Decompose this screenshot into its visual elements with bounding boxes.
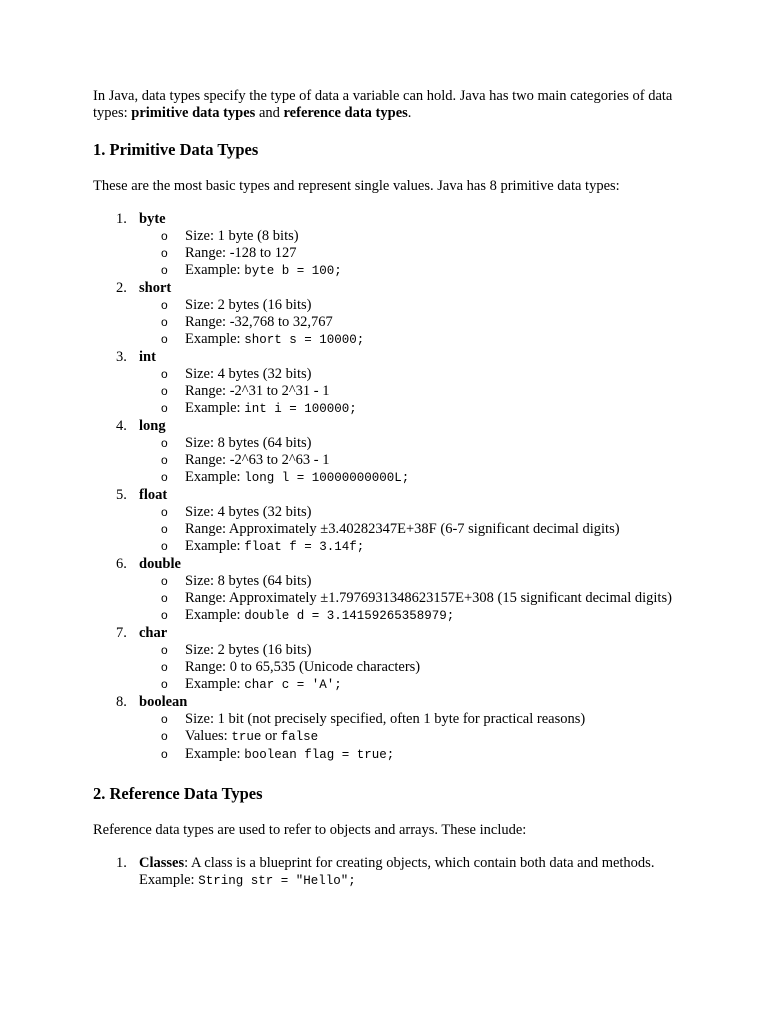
property-list: [139, 435, 673, 487]
bullet-icon: o: [161, 453, 168, 467]
property-item: [139, 469, 673, 487]
property-item: [139, 297, 673, 314]
item-number: 3.: [116, 349, 127, 365]
intro-paragraph: [93, 88, 673, 122]
size-text: Size: 1 bit (not precisely specified, often 1 byte for practical reasons): [185, 711, 586, 727]
example-label: Example:: [185, 676, 245, 692]
type-name: byte: [139, 211, 166, 227]
bullet-icon: o: [161, 470, 168, 484]
property-item: [139, 331, 673, 349]
bullet-icon: o: [161, 298, 168, 312]
property-item: [139, 366, 673, 383]
example-code: double d = 3.14159265358979;: [244, 609, 455, 623]
bullet-icon: o: [161, 591, 168, 605]
item-number: 6.: [116, 556, 127, 572]
bullet-icon: o: [161, 677, 168, 691]
range-text: Range: Approximately ±1.7976931348623157E+308 (15 significant decimal digits): [185, 590, 672, 606]
size-text: Size: 8 bytes (64 bits): [185, 435, 312, 451]
property-item: [139, 711, 673, 728]
property-item: [139, 659, 673, 676]
range-text: Range: -2^63 to 2^63 - 1: [185, 452, 330, 468]
type-name: short: [139, 280, 172, 296]
values-label: Values:: [185, 728, 232, 744]
range-text: Range: -128 to 127: [185, 245, 297, 261]
range-text: Range: -2^31 to 2^31 - 1: [185, 383, 330, 399]
property-list: [139, 642, 673, 694]
list-item: [93, 694, 673, 764]
type-name: double: [139, 556, 181, 572]
reference-term: reference data types: [283, 105, 408, 121]
bullet-icon: o: [161, 729, 168, 743]
bullet-icon: o: [161, 712, 168, 726]
property-item: [139, 676, 673, 694]
bullet-icon: o: [161, 367, 168, 381]
bullet-icon: o: [161, 229, 168, 243]
range-text: Range: 0 to 65,535 (Unicode characters): [185, 659, 421, 675]
property-item: [139, 521, 673, 538]
range-text: Range: Approximately ±3.40282347E+38F (6-7 significant decimal digits): [185, 521, 620, 537]
property-list: [139, 711, 673, 764]
property-item: [139, 746, 673, 764]
size-text: Size: 4 bytes (32 bits): [185, 366, 312, 382]
example-code: short s = 10000;: [244, 333, 365, 347]
bullet-icon: o: [161, 747, 168, 761]
bullet-icon: o: [161, 315, 168, 329]
item-number: 1.: [116, 211, 127, 227]
property-list: [139, 297, 673, 349]
example-label: Example:: [185, 400, 245, 416]
bullet-icon: o: [161, 332, 168, 346]
property-item: [139, 642, 673, 659]
item-number: 7.: [116, 625, 127, 641]
list-item: [93, 556, 673, 625]
section-heading-reference: 2. Reference Data Types: [93, 784, 263, 803]
property-item: [139, 400, 673, 418]
intro-text: .: [407, 105, 412, 121]
list-item: [93, 625, 673, 694]
example-code: char c = 'A';: [244, 678, 342, 692]
intro-text: In Java, data types specify the type of data a variable can hold. Java has two main categories of data types:: [93, 88, 673, 121]
property-item: [139, 728, 673, 746]
bullet-icon: o: [161, 384, 168, 398]
list-item: [93, 280, 673, 349]
list-item: [93, 855, 673, 890]
type-name: int: [139, 349, 156, 365]
example-code: long l = 10000000000L;: [244, 471, 410, 485]
property-list: [139, 366, 673, 418]
property-item: [139, 590, 673, 607]
example-label: Example:: [139, 872, 199, 888]
type-name: long: [139, 418, 166, 434]
primitive-types-list: [93, 211, 673, 764]
section-heading-primitive: 1. Primitive Data Types: [93, 140, 259, 159]
size-text: Size: 1 byte (8 bits): [185, 228, 299, 244]
type-name: float: [139, 487, 168, 503]
primitive-term: primitive data types: [131, 105, 256, 121]
property-item: [139, 452, 673, 469]
item-number: 8.: [116, 694, 127, 710]
intro-text: and: [255, 105, 284, 121]
bullet-icon: o: [161, 539, 168, 553]
example-label: Example:: [185, 331, 245, 347]
property-item: [139, 504, 673, 521]
size-text: Size: 8 bytes (64 bits): [185, 573, 312, 589]
size-text: Size: 4 bytes (32 bits): [185, 504, 312, 520]
property-list: [139, 228, 673, 280]
range-text: Range: -32,768 to 32,767: [185, 314, 333, 330]
item-number: 1.: [116, 855, 127, 871]
size-text: Size: 2 bytes (16 bits): [185, 297, 312, 313]
item-number: 2.: [116, 280, 127, 296]
example-label: Example:: [185, 469, 245, 485]
bullet-icon: o: [161, 660, 168, 674]
type-description: : A class is a blueprint for creating objects, which contain both data and methods.: [184, 855, 655, 871]
property-item: [139, 228, 673, 245]
example-code: int i = 100000;: [244, 402, 357, 416]
bullet-icon: o: [161, 263, 168, 277]
property-item: [139, 262, 673, 280]
type-name: boolean: [139, 694, 188, 710]
bullet-icon: o: [161, 522, 168, 536]
list-item: [93, 418, 673, 487]
property-item: [139, 435, 673, 452]
bullet-icon: o: [161, 436, 168, 450]
example-code: boolean flag = true;: [244, 748, 395, 762]
property-item: [139, 383, 673, 400]
section-lead-primitive: These are the most basic types and represent single values. Java has 8 primitive data types:: [93, 178, 620, 194]
bullet-icon: o: [161, 608, 168, 622]
example-label: Example:: [185, 607, 245, 623]
example-code: float f = 3.14f;: [244, 540, 365, 554]
bullet-icon: o: [161, 401, 168, 415]
list-item: [93, 211, 673, 280]
reference-types-list: [93, 855, 673, 890]
section-reference: [93, 784, 673, 890]
property-item: [139, 314, 673, 331]
type-name: char: [139, 625, 168, 641]
example-label: Example:: [185, 538, 245, 554]
list-item: [93, 349, 673, 418]
property-item: [139, 538, 673, 556]
type-name: Classes: [139, 855, 185, 871]
document-page: [93, 88, 673, 890]
example-code: String str = "Hello";: [198, 874, 356, 888]
code-true: true: [231, 730, 262, 744]
property-item: [139, 607, 673, 625]
bullet-icon: o: [161, 246, 168, 260]
bullet-icon: o: [161, 574, 168, 588]
item-number: 4.: [116, 418, 127, 434]
item-number: 5.: [116, 487, 127, 503]
bullet-icon: o: [161, 505, 168, 519]
list-item: [93, 487, 673, 556]
code-false: false: [280, 730, 319, 744]
bullet-icon: o: [161, 643, 168, 657]
property-list: [139, 573, 673, 625]
example-code: byte b = 100;: [244, 264, 342, 278]
size-text: Size: 2 bytes (16 bits): [185, 642, 312, 658]
property-item: [139, 245, 673, 262]
values-or: or: [261, 728, 281, 744]
example-label: Example:: [185, 262, 245, 278]
property-item: [139, 573, 673, 590]
section-lead-reference: Reference data types are used to refer to objects and arrays. These include:: [93, 822, 527, 838]
example-label: Example:: [185, 746, 245, 762]
property-list: [139, 504, 673, 556]
